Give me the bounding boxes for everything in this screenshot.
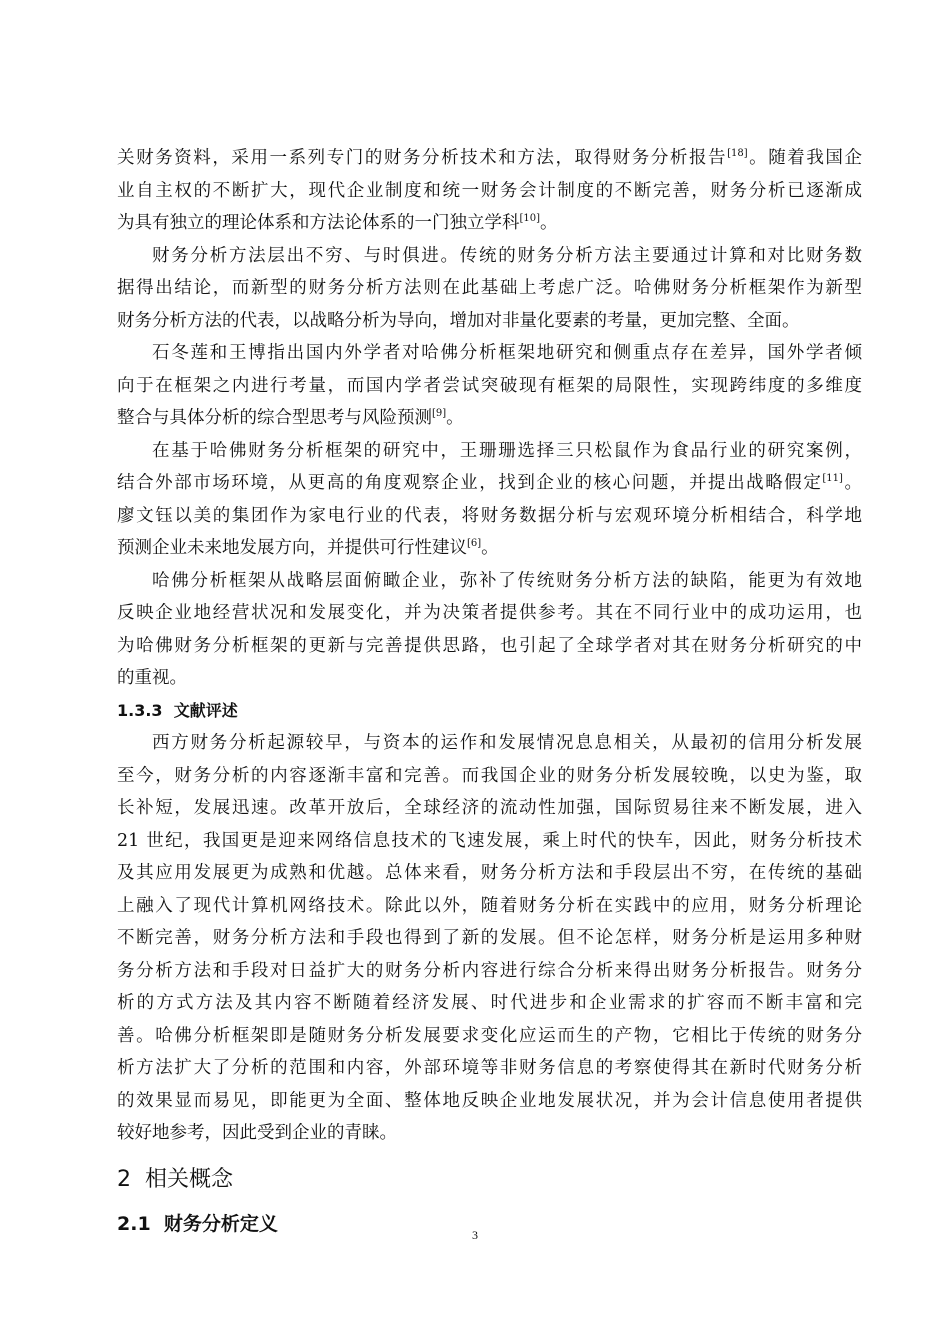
line-text: 结合外部市场环境，从更高的角度观察企业，找到企业的核心问题，并提出战略假定: [117, 473, 823, 493]
text-line: [117, 175, 862, 208]
page-number: 3: [472, 1228, 478, 1242]
text-line: [117, 305, 862, 338]
paragraph: [117, 337, 862, 435]
line-text: 财务分析方法的代表，以战略分析为导向，增加对非量化要素的考量，更加完整、全面。: [117, 310, 800, 331]
line-text: 为具有独立的理论体系和方法论体系的一门独立学科: [117, 213, 520, 233]
line-text: 石冬莲和王博指出国内外学者对哈佛分析框架地研究和侧重点存在差异，国外学者倾: [152, 343, 862, 363]
line-text-after: 。: [842, 473, 863, 493]
text-line: [117, 272, 862, 305]
text-line: [117, 467, 862, 500]
text-line: 及其应用发展更为成熟和优越。总体来看，财务分析方法和手段层出不穷，在传统的基础: [117, 863, 862, 883]
text-line: 较好地参考，因此受到企业的青睐。: [117, 1123, 397, 1143]
text-line: 善。哈佛分析框架即是随财务分析发展要求变化应运而生的产物，它相比于传统的财务分: [117, 1025, 862, 1046]
text-line: 不断完善，财务分析方法和手段也得到了新的发展。但不论怎样，财务分析是运用多种财: [117, 928, 862, 948]
text-line: [117, 532, 862, 565]
line-text: 为哈佛财务分析框架的更新与完善提供思路，也引起了全球学者对其在财务分析研究的中: [117, 635, 862, 656]
text-line: 析的方式方法及其内容不断随着经济发展、时代进步和企业需求的扩容而不断丰富和完: [117, 993, 862, 1013]
text-line: [117, 337, 862, 370]
text-line: [117, 142, 862, 175]
text-line: 长补短，发展迅速。改革开放后，全球经济的流动性加强，国际贸易往来不断发展，进入: [117, 798, 862, 818]
line-text: 在基于哈佛财务分析框架的研究中，王珊珊选择三只松鼠作为食品行业的研究案例，: [152, 440, 862, 461]
citation-ref: [6]: [467, 538, 482, 549]
text-line: 的效果显而易见，即能更为全面、整体地反映企业地发展状况，并为会计信息使用者提供: [117, 1090, 862, 1111]
chapter-number: 2: [117, 1166, 131, 1192]
line-text: 关财务资料，采用一系列专门的财务分析技术和方法，取得财务分析报告: [117, 148, 728, 168]
line-text: 预测企业未来地发展方向，并提供可行性建议: [117, 538, 467, 558]
line-text-after: 。: [446, 408, 464, 428]
intro-paragraphs: [117, 142, 862, 695]
citation-ref: [9]: [432, 408, 447, 419]
line-text-after: 。随着我国企: [747, 148, 862, 168]
text-line: [117, 565, 862, 598]
literature-review-paragraph: [117, 727, 862, 1150]
text-line: [117, 370, 862, 403]
text-line: [117, 500, 862, 533]
citation-ref: [11]: [822, 473, 843, 484]
section-heading-1-3-3: [117, 695, 862, 728]
line-text: 整合与具体分析的综合型思考与风险预测: [117, 408, 432, 428]
line-text: 反映企业地经营状况和发展变化，并为决策者提供参考。其在不同行业中的成功运用，也: [117, 603, 862, 623]
section-title: 文献评述: [173, 700, 238, 720]
line-text: 的重视。: [117, 668, 187, 688]
line-text: 哈佛分析框架从战略层面俯瞰企业，弥补了传统财务分析方法的缺陷，能更为有效地: [152, 570, 862, 591]
line-text: 廖文钰以美的集团作为家电行业的代表，将财务数据分析与宏观环境分析相结合，科学地: [117, 505, 862, 526]
text-line: 至今，财务分析的内容逐渐丰富和完善。而我国企业的财务分析发展较晚，以史为鉴，取: [117, 765, 862, 786]
text-line: 析方法扩大了分析的范围和内容，外部环境等非财务信息的考察使得其在新时代财务分析: [117, 1058, 862, 1078]
line-text: 业自主权的不断扩大，现代企业制度和统一财务会计制度的不断完善，财务分析已逐渐成: [117, 180, 862, 201]
line-text: 据得出结论，而新型的财务分析方法则在此基础上考虑广泛。哈佛财务分析框架作为新型: [117, 278, 862, 298]
paragraph: [117, 142, 862, 240]
citation-ref: [10]: [519, 213, 541, 224]
line-text: 财务分析方法层出不穷、与时俱进。传统的财务分析方法主要通过计算和对比财务数: [152, 245, 862, 266]
line-text-after: 。: [481, 538, 499, 558]
text-line: [117, 597, 862, 630]
citation-ref: [18]: [727, 148, 748, 159]
section-number: 1.3.3: [117, 700, 163, 720]
text-line: [117, 662, 862, 695]
chapter-heading-2: [117, 1158, 862, 1202]
text-line: [117, 402, 862, 435]
paragraph: [117, 435, 862, 565]
text-line: 西方财务分析起源较早，与资本的运作和发展情况息息相关，从最初的信用分析发展: [152, 733, 862, 753]
text-line: [117, 207, 862, 240]
section-title: 财务分析定义: [163, 1212, 278, 1235]
text-line: [117, 435, 862, 468]
text-line: [117, 240, 862, 273]
chapter-title: 相关概念: [145, 1166, 234, 1192]
paragraph: [117, 240, 862, 338]
section-number: 2.1: [117, 1212, 151, 1235]
paragraph: [117, 565, 862, 695]
line-text: 向于在框架之内进行考量，而国内学者尝试突破现有框架的局限性，实现跨纬度的多维度: [117, 375, 862, 396]
paper-body: [117, 142, 862, 1244]
text-line: [117, 630, 862, 663]
text-line: 务分析方法和手段对日益扩大的财务分析内容进行综合分析来得出财务分析报告。财务分: [117, 960, 862, 981]
text-line: 21 世纪，我国更是迎来网络信息技术的飞速发展，乘上时代的快车，因此，财务分析技术: [117, 830, 862, 851]
line-text-after: 。: [540, 213, 558, 233]
text-line: 上融入了现代计算机网络技术。除此以外，随着财务分析在实践中的应用，财务分析理论: [117, 895, 862, 916]
